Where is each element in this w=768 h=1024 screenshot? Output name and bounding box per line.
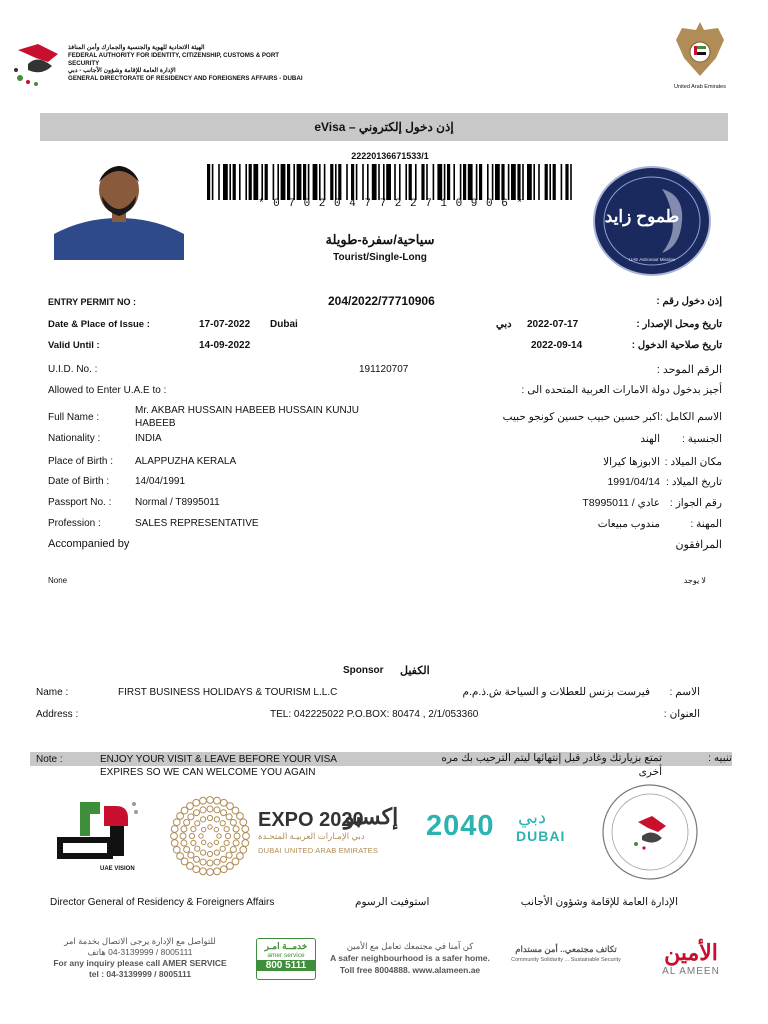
expo-ring-dot (171, 826, 178, 833)
barcode-bar (378, 164, 380, 200)
issue-date: 17-07-2022 (199, 319, 251, 330)
expo-ring-dot (237, 813, 244, 820)
sponsor-name-label: Name : (36, 687, 69, 698)
accompanied-none: None (48, 576, 68, 585)
barcode-bar (362, 164, 364, 200)
permit-label: ENTRY PERMIT NO : (48, 297, 137, 307)
uid-label: U.I.D. No. : (48, 364, 98, 375)
al-ameen-logo (646, 940, 736, 984)
permit-label-ar: إذن دخول رقم : (656, 296, 722, 307)
profession-value: SALES REPRESENTATIVE (135, 518, 259, 529)
expo-ring-dot (201, 850, 206, 855)
expo-ring-dot (224, 827, 229, 832)
expo-ring-dot (221, 856, 227, 862)
expo-ring-dot (243, 833, 250, 840)
expo-ring-dot (214, 868, 221, 875)
barcode-bar (253, 164, 258, 200)
issue-label-ar: تاريخ ومحل الإصدار : (636, 319, 722, 330)
barcode-bar (538, 164, 540, 200)
barcode-bar (383, 164, 385, 200)
expo-ring-dot (240, 846, 247, 853)
expo-ring-dot (184, 820, 190, 826)
expo-ring-dot (214, 850, 219, 855)
barcode-bar (433, 164, 435, 200)
full-name-label-ar: الاسم الكامل : (659, 411, 722, 423)
barcode-bar (549, 164, 551, 200)
seal-ring-text: UAE Astronaut Mission (628, 257, 676, 262)
barcode-bar (463, 164, 466, 200)
barcode-bar (545, 164, 548, 200)
expo-ring-dot (188, 814, 194, 820)
expo-ring-dot (189, 833, 194, 838)
expo-ring-dot (181, 826, 187, 832)
barcode-bar (261, 164, 263, 200)
expo-sub-en: DUBAI UNITED ARAB EMIRATES (258, 846, 379, 855)
expo-ring-dot (194, 856, 200, 862)
barcode-bar (394, 164, 396, 200)
expo-ring-dot (208, 843, 212, 847)
valid-date-ar: 2022-09-14 (531, 340, 583, 351)
passport-ar: عادي / T8995011 (582, 497, 660, 509)
issue-place: Dubai (270, 319, 298, 330)
barcode-bar (476, 164, 478, 200)
barcode-bar (565, 164, 568, 200)
barcode-bar (492, 164, 494, 200)
note-label-ar: تنبيه : (708, 752, 732, 764)
expo-ring-dot (214, 797, 221, 804)
dob-value: 14/04/1991 (135, 476, 186, 487)
barcode-bar (468, 164, 473, 200)
barcode-bar (426, 164, 428, 200)
barcode-bar (245, 164, 247, 200)
sponsor-name-label-ar: الاسم : (669, 686, 700, 698)
uae-emblem (672, 18, 728, 84)
valid-label: Valid Until : (48, 340, 100, 351)
evisa-title: إذن دخول إلكتروني – eVisa (314, 120, 454, 134)
permit-number: 204/2022/77710906 (328, 294, 435, 308)
expo-ring-dot (207, 815, 212, 820)
sponsor-name: FIRST BUSINESS HOLIDAYS & TOURISM L.L.C (118, 687, 338, 698)
barcode-bar (273, 164, 275, 200)
full-name-ar: اكبر حسين حبيب حسين كونجو حبيب (502, 411, 660, 423)
expo-ring-dot (214, 859, 220, 865)
barcode-bar (287, 164, 290, 200)
expo-ring-dot (199, 834, 203, 838)
uid-value: 191120707 (359, 364, 409, 375)
expo-ring-dot (171, 833, 178, 840)
sponsor-address-label-ar: العنوان : (663, 708, 700, 720)
issue-place-ar: دبي (496, 319, 512, 330)
barcode-bar (249, 164, 252, 200)
pob-ar: الابوزها كيرالا (603, 456, 660, 468)
expo-ring-dot (214, 827, 218, 831)
barcode-bar (265, 164, 268, 200)
note-text-2: EXPIRES SO WE CAN WELCOME YOU AGAIN (100, 767, 316, 778)
barcode-bar (437, 164, 442, 200)
allowed-label: Allowed to Enter U.A.E to : (48, 385, 167, 396)
expo-ring-dot (233, 840, 239, 846)
profession-ar: مندوب مبيعات (597, 518, 660, 530)
director-general-en: Director General of Residency & Foreigners Affairs (50, 897, 275, 908)
expo-ring-dot (187, 803, 194, 810)
note-text-ar-1: تمتع بزيارتك وغادر قبل إنتهائها ليتم الترحيب بك مره (441, 752, 662, 764)
barcode-bar (218, 164, 220, 200)
authority-en-2: GENERAL DIRECTORATE OF RESIDENCY AND FOREIGNERS AFFAIRS - DUBAI (68, 75, 303, 83)
expo-ring-dot (207, 806, 213, 812)
expo-ring-dot (207, 797, 214, 804)
expo-ring-dot (221, 810, 227, 816)
authority-en-1: FEDERAL AUTHORITY FOR IDENTITY, CITIZENSHIP, CUSTOMS & PORT SECURITY (68, 51, 280, 67)
barcode-bar (522, 164, 524, 200)
uae-caption: United Arab Emirates (674, 84, 726, 90)
note-label: Note : (36, 754, 63, 765)
sponsor-address: TEL: 042225022 P.O.BOX: 80474 , 2/1/053360 (270, 709, 479, 720)
issue-label: Date & Place of Issue : (48, 319, 150, 330)
footer-community (506, 944, 626, 966)
expo-ring-dot (201, 827, 205, 831)
expo-ring-dot (220, 846, 225, 851)
nationality-ar: الهند (640, 433, 660, 445)
expo-ring-dot (171, 840, 178, 847)
barcode-bar (223, 164, 228, 200)
dob-ar: 1991/04/14 (607, 476, 660, 488)
nationality-value: INDIA (135, 433, 162, 444)
barcode-bar (372, 164, 377, 200)
dob-label: Date of Birth : (48, 476, 110, 487)
barcode-bar (495, 164, 500, 200)
barcode-bar (533, 164, 535, 200)
expo-ring-dot (242, 826, 249, 833)
barcode-bar (346, 164, 348, 200)
expo-ring-dot (242, 840, 249, 847)
evisa-title-band (40, 113, 728, 141)
amer-number: 800 5111 (257, 960, 315, 971)
expo-ring-dot (230, 820, 236, 826)
barcode-bar (335, 164, 337, 200)
expo-ring-dot (207, 851, 212, 856)
full-name-line-2: HABEEB (135, 418, 176, 429)
profession-label: Profession : (48, 518, 101, 529)
expo-ring-dot (225, 833, 230, 838)
barcode-bar (303, 164, 306, 200)
expo-ring-dot (201, 817, 206, 822)
barcode-bar (501, 164, 504, 200)
expo-ring-dot (180, 833, 186, 839)
expo-ring-dot (220, 866, 227, 873)
barcode-bar (308, 164, 310, 200)
barcode-bar (212, 164, 214, 200)
expo-ring-dot (214, 840, 218, 844)
expo-ring-dot (191, 840, 196, 845)
barcode-bar (444, 164, 446, 200)
expo-ring-dot (207, 869, 214, 876)
footer-safe-ar: كن آمنا في مجتمعك تعامل مع الأمين (346, 941, 474, 951)
expo-ring-dot (217, 834, 221, 838)
barcode-bar (330, 164, 333, 200)
pob-label-ar: مكان الميلاد : (664, 456, 722, 468)
accompanied-none-ar: لا يوجد (683, 576, 706, 585)
barcode-bar (324, 164, 326, 200)
visa-type-ar: سياحية/سفرة-طويلة (325, 232, 435, 247)
fees-paid-ar: استوفيت الرسوم (355, 896, 430, 908)
barcode-bar (399, 164, 401, 200)
expo-ring-dot (226, 852, 232, 858)
expo-ring-dot (173, 846, 180, 853)
expo-ring-dot (173, 819, 180, 826)
pob-value: ALAPPUZHA KERALA (135, 456, 237, 467)
directorate-ar: الإدارة العامة للإقامة وشؤون الأجانب (520, 896, 678, 908)
profession-label-ar: المهنة : (690, 518, 722, 530)
barcode-bar (508, 164, 510, 200)
expo-ring-dot (200, 797, 207, 804)
visa-type-en: Tourist/Single-Long (333, 252, 427, 263)
barcode-bar (233, 164, 236, 200)
barcode-text: * 0 7 0 2 0 4 7 7 2 2 7 1 0 9 0 6 * (257, 198, 525, 210)
pob-label: Place of Birth : (48, 456, 114, 467)
barcode-bar (517, 164, 520, 200)
sponsor-name-ar: فيرست بزنس للعطلات و السياحة ش.ذ.م.م (462, 686, 650, 698)
seal-text-ar: طموح زايد (604, 207, 680, 226)
expo-ring-dot (200, 859, 206, 865)
barcode-bar (405, 164, 407, 200)
expo-ring-dot (233, 826, 239, 832)
barcode-bar (281, 164, 286, 200)
expo-ring-dot (220, 821, 225, 826)
al-ameen-ar: الأمين (664, 940, 718, 965)
full-name-line-1: Mr. AKBAR HUSSAIN HABEEB HUSSAIN KUNJU (135, 405, 359, 416)
barcode-bar (487, 164, 489, 200)
expo-ring-dot (214, 807, 220, 813)
expo-ring-dot (200, 868, 207, 875)
passport-label-ar: رقم الجواز : (669, 497, 722, 509)
expo-ring-dot (195, 821, 200, 826)
expo-2020-text: EXPO 2020 (258, 809, 364, 831)
applicant-photo (54, 152, 184, 260)
uid-label-ar: الرقم الموحد : (656, 364, 722, 376)
dubai-2040-en: DUBAI (516, 828, 566, 844)
footer-amer-en-2: tel : 04-3139999 / 8005111 (88, 969, 192, 979)
expo-ring-dot (188, 852, 194, 858)
expo-ring-dot (230, 847, 236, 853)
barcode-bar (409, 164, 412, 200)
visa-number: 22220136671533/1 (351, 151, 429, 161)
barcode-bar (313, 164, 318, 200)
barcode-bar (460, 164, 462, 200)
valid-date: 14-09-2022 (199, 340, 251, 351)
dubai-2040-number: 2040 (426, 810, 495, 842)
expo-ring-dot (208, 825, 212, 829)
al-ameen-en: AL AMEEN (662, 966, 720, 977)
expo-2020-mark (170, 796, 250, 876)
barcode-bar (297, 164, 302, 200)
barcode-bar (367, 164, 369, 200)
barcode-bar (421, 164, 424, 200)
barcode-bar (207, 164, 210, 200)
nationality-label-ar: الجنسية : (681, 433, 722, 445)
sponsor-address-label: Address : (36, 709, 79, 720)
dubai-2040-ar: دبي (518, 807, 547, 827)
barcode-bar (527, 164, 532, 200)
authority-logo (8, 40, 66, 90)
expo-sub-ar: دبي الإمـارات العربيـة المتحـدة (258, 831, 365, 841)
expo-2020-text-ar: إكسبو (344, 804, 399, 829)
barcode (205, 164, 577, 200)
barcode-bar (319, 164, 321, 200)
expo-ring-dot (224, 840, 229, 845)
barcode-bar (386, 164, 391, 200)
footer-alameen-safe (320, 940, 500, 976)
expo-ring-dot (207, 860, 213, 866)
full-name-label: Full Name : (48, 412, 100, 423)
footer-amer-ar-1: للتواصل مع الإدارة يرجى الاتصال بخدمة امر (64, 936, 216, 946)
passport-label: Passport No. : (48, 497, 112, 508)
note-text-1: ENJOY YOUR VISIT & LEAVE BEFORE YOUR VISA (100, 754, 337, 765)
expo-ring-dot (227, 863, 234, 870)
barcode-bar (570, 164, 572, 200)
expo-ring-dot (191, 827, 196, 832)
footer-safe-en-2: Toll free 8004888. www.alameen.ae (339, 965, 481, 975)
barcode-bar (561, 164, 563, 200)
expo-ring-dot (195, 846, 200, 851)
accompanied-label: Accompanied by (48, 538, 130, 550)
official-stamp (600, 782, 700, 882)
expo-ring-dot (181, 840, 187, 846)
valid-label-ar: تاريخ صلاحية الدخول : (631, 340, 722, 351)
barcode-bar (277, 164, 279, 200)
authority-ar-1: الهيئة الاتحادية للهوية والجنسية والجمارك وأمن المنافذ (68, 44, 205, 51)
expo-ring-dot (200, 807, 206, 813)
barcode-bar (479, 164, 482, 200)
accompanied-label-ar: المرافقون (675, 539, 722, 551)
amer-service-logo (256, 938, 316, 980)
authority-names (68, 44, 308, 83)
barcode-bar (338, 164, 341, 200)
amer-top-ar: خدمــة امـر (264, 941, 308, 951)
barcode-bar (293, 164, 295, 200)
zayed-ambition-seal (592, 165, 712, 277)
sponsor-title-ar: الكفيل (400, 665, 430, 677)
barcode-bar (351, 164, 354, 200)
issue-date-ar: 2022-07-17 (527, 319, 579, 330)
nationality-label: Nationality : (48, 433, 101, 444)
expo-ring-dot (193, 799, 200, 806)
footer-community-en: Community Solidarity ... Sustainable Security (511, 957, 621, 963)
expo-ring-dot (214, 817, 219, 822)
sponsor-title: Sponsor (343, 665, 384, 676)
barcode-bar (415, 164, 417, 200)
uae-vision-caption: UAE VISION (100, 866, 135, 872)
barcode-bar (447, 164, 450, 200)
dob-label-ar: تاريخ الميلاد : (666, 476, 722, 488)
footer-amer-ar-2: 8005111 / 04-3139999 هاتف (87, 947, 193, 957)
barcode-bar (239, 164, 241, 200)
authority-ar-2: الإدارة العامة للإقامة وشؤون الأجانب - دبي (68, 67, 176, 75)
barcode-bar (229, 164, 231, 200)
footer-safe-en-1: A safer neighbourhood is a safer home. (330, 953, 490, 963)
footer-amer-contact (40, 936, 240, 980)
allowed-label-ar: أجيز بدخول دولة الامارات العربية المتحده الى : (521, 384, 722, 396)
footer-amer-en-1: For any inquiry please call AMER SERVICE (53, 958, 227, 968)
barcode-bar (453, 164, 455, 200)
expo-ring-dot (193, 866, 200, 873)
expo-ring-dot (201, 840, 205, 844)
barcode-bar (356, 164, 358, 200)
expo-ring-dot (240, 819, 247, 826)
uae-vision-logo (50, 796, 142, 876)
expo-ring-dot (234, 833, 240, 839)
expo-ring-dot (177, 853, 184, 860)
barcode-bar (511, 164, 516, 200)
note-text-ar-2: أخرى (638, 766, 662, 778)
expo-ring-dot (226, 814, 232, 820)
amer-name: amer service (267, 952, 305, 959)
barcode-bar (553, 164, 556, 200)
footer-community-ar: تكاتف مجتمعي.. أمن مستدام (515, 944, 617, 954)
passport-value: Normal / T8995011 (135, 497, 220, 508)
expo-ring-dot (220, 799, 227, 806)
expo-ring-dot (194, 810, 200, 816)
expo-ring-dot (184, 847, 190, 853)
